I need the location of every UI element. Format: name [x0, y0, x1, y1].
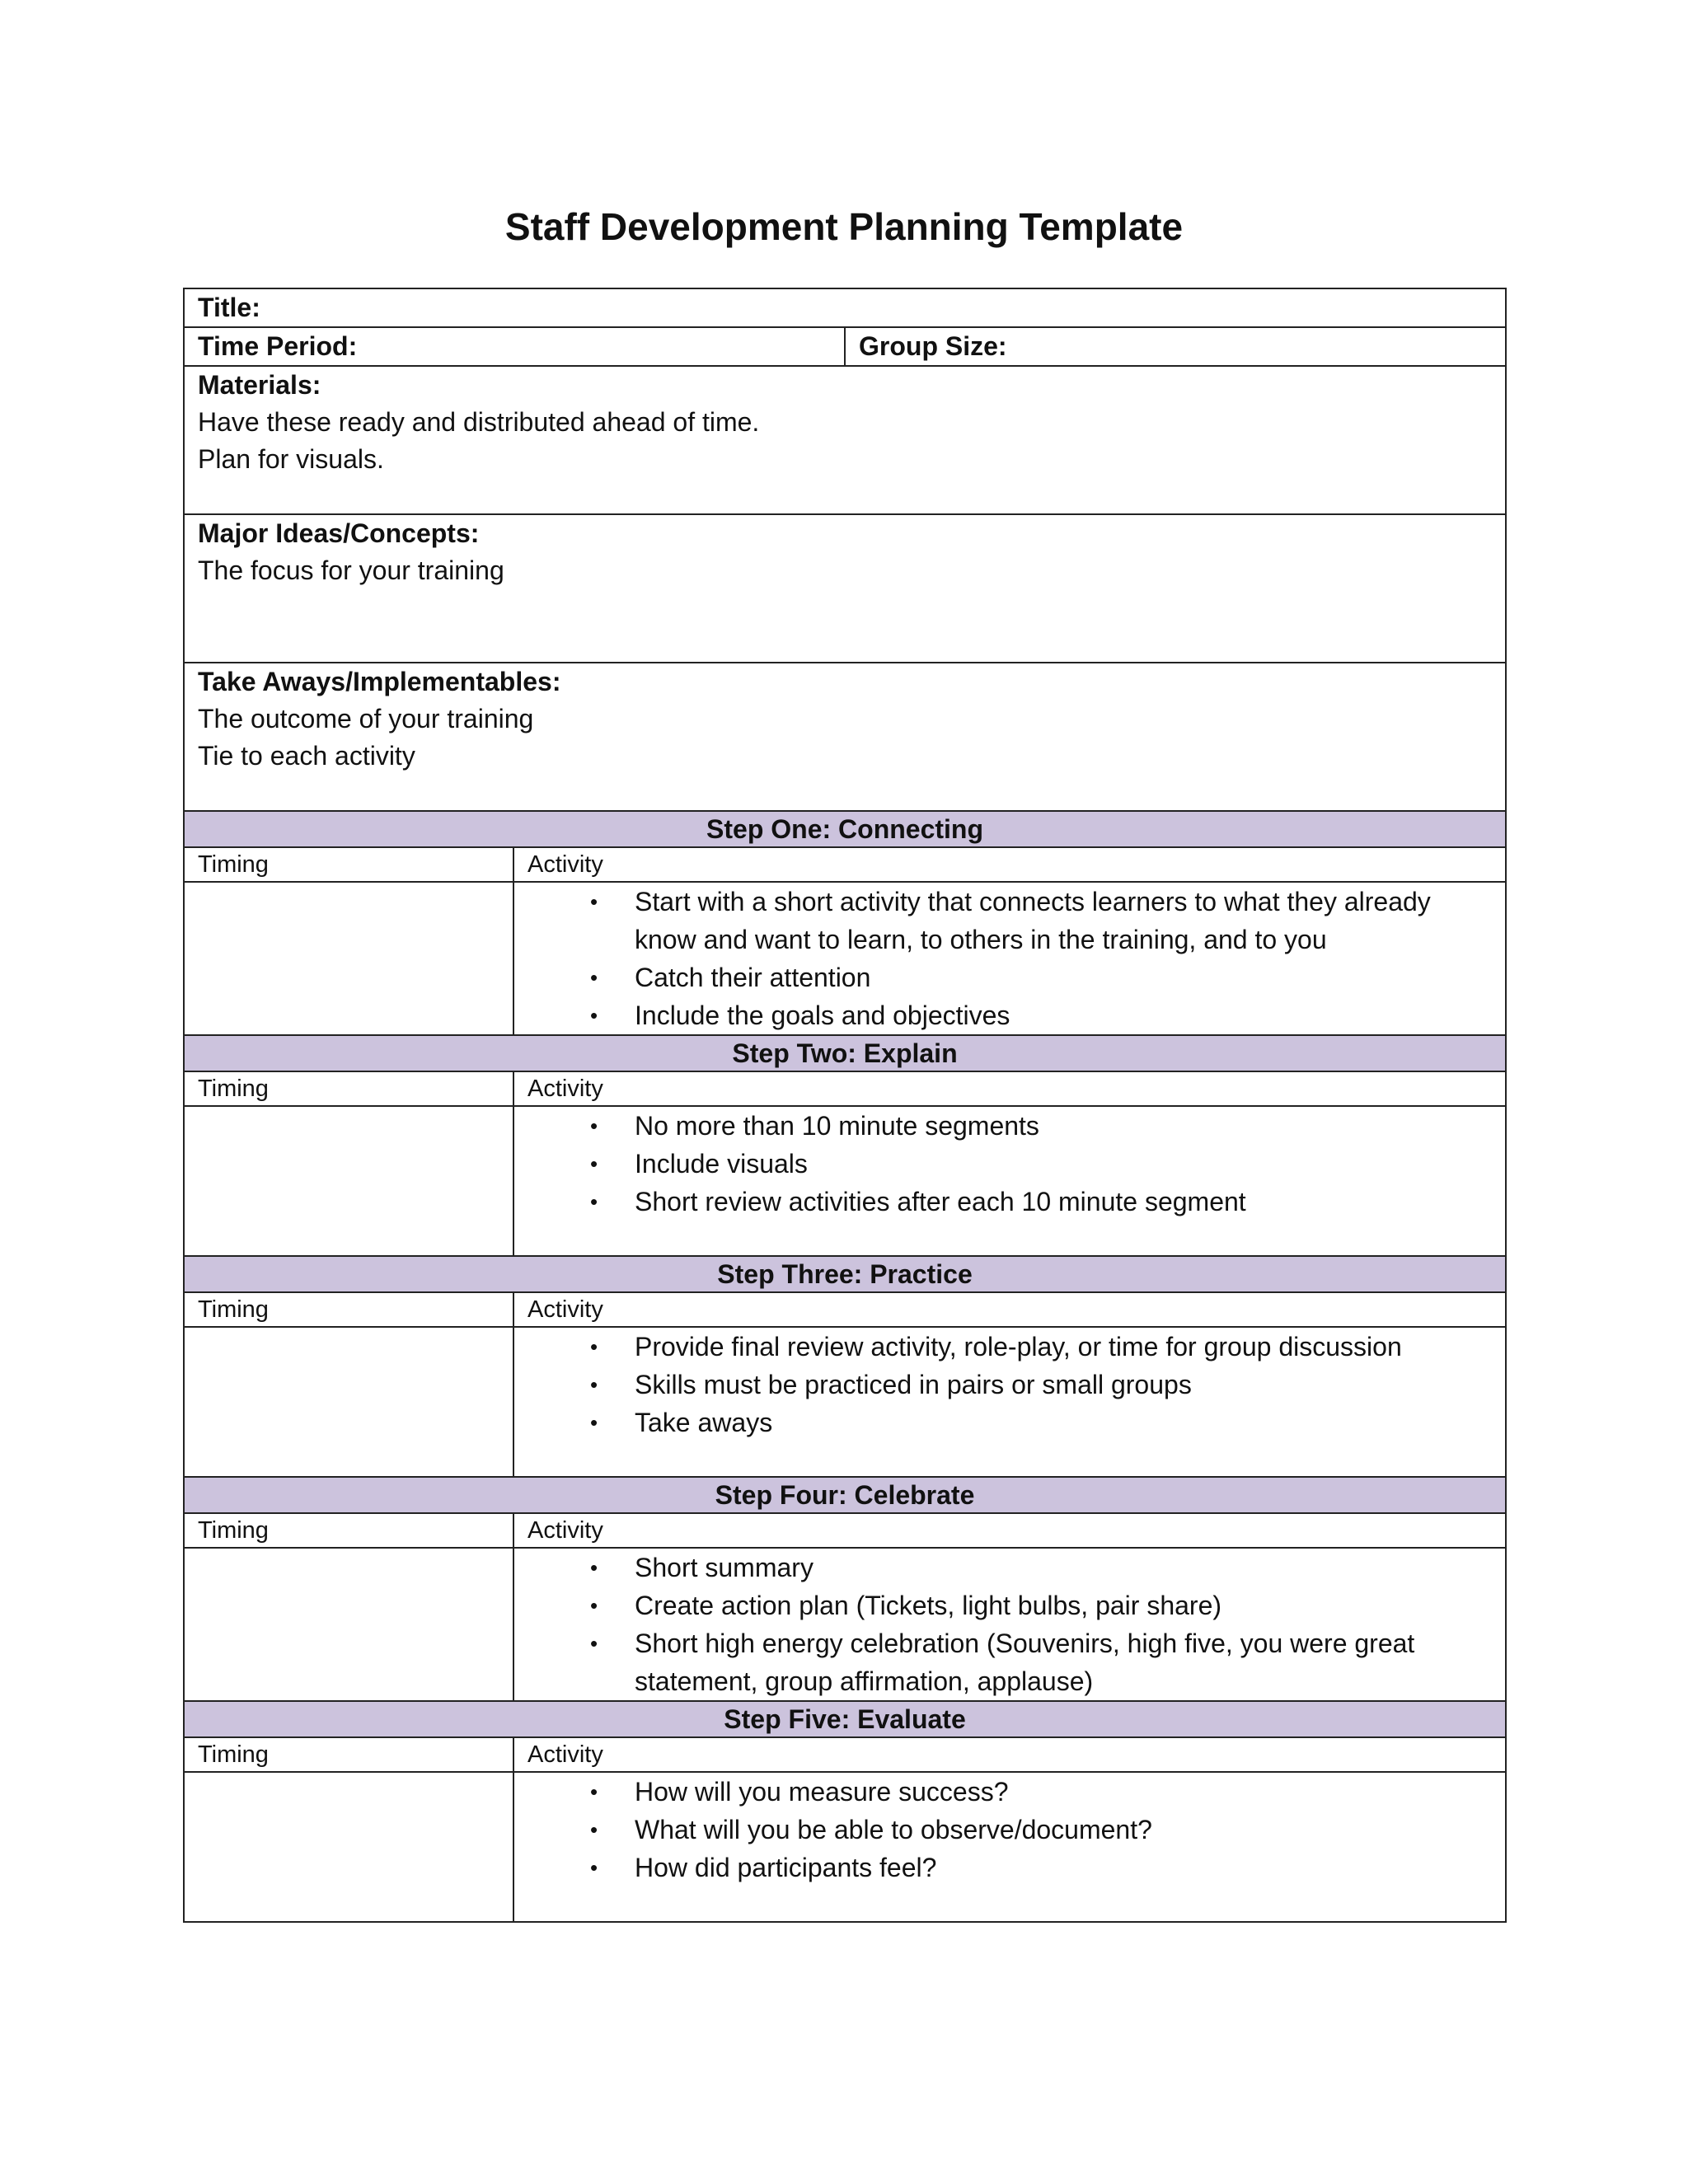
title-field[interactable]: [184, 288, 1506, 327]
title-label: Title:: [198, 293, 260, 322]
list-item: • How will you measure success?: [635, 1773, 1492, 1811]
activity-header: Activity: [513, 1292, 1506, 1327]
bullet-icon: •: [590, 1003, 598, 1028]
list-item: • Provide final review activity, role-play, or time for group discussion: [635, 1328, 1492, 1366]
materials-line: Have these ready and distributed ahead of time.: [198, 407, 760, 437]
activity-header: Activity: [513, 847, 1506, 882]
timing-header: Timing: [184, 847, 513, 882]
bullet-icon: •: [590, 1113, 598, 1138]
major-ideas-label: Major Ideas/Concepts:: [198, 518, 480, 548]
bullet-icon: •: [590, 1410, 598, 1435]
list-item: • Catch their attention: [635, 958, 1492, 996]
take-aways-line: The outcome of your training: [198, 704, 534, 733]
bullet-icon: •: [590, 1779, 598, 1804]
step-header: Step Five: Evaluate: [184, 1701, 1506, 1737]
materials-line: Plan for visuals.: [198, 444, 384, 474]
bullet-icon: •: [590, 1593, 598, 1618]
list-item: • No more than 10 minute segments: [635, 1107, 1492, 1145]
list-item: • How did participants feel?: [635, 1849, 1492, 1886]
take-aways-label: Take Aways/Implementables:: [198, 667, 561, 696]
bullet-icon: •: [590, 1189, 598, 1214]
materials-section[interactable]: [184, 366, 1506, 514]
list-item: • Create action plan (Tickets, light bulbs, pair share): [635, 1586, 1492, 1624]
bullet-icon: •: [590, 889, 598, 914]
activity-header: Activity: [513, 1737, 1506, 1772]
major-ideas-line: The focus for your training: [198, 555, 504, 585]
list-item: • Include visuals: [635, 1145, 1492, 1183]
bullet-icon: •: [590, 1855, 598, 1880]
step-header: Step One: Connecting: [184, 811, 1506, 847]
bullet-icon: •: [590, 965, 598, 990]
timing-header: Timing: [184, 1513, 513, 1548]
bullet-list: [528, 1549, 1492, 1700]
step-header: Step Three: Practice: [184, 1256, 1506, 1292]
time-period-label: Time Period:: [198, 331, 358, 361]
list-item: • Start with a short activity that connects learners to what they already know and want to learn, to others in the training, and to you: [635, 883, 1492, 958]
timing-header: Timing: [184, 1071, 513, 1106]
list-item: • Take aways: [635, 1404, 1492, 1441]
activity-cell[interactable]: [513, 882, 1506, 1035]
activity-header: Activity: [513, 1071, 1506, 1106]
list-item: • Short summary: [635, 1549, 1492, 1586]
bullet-list: [528, 1107, 1492, 1221]
timing-cell[interactable]: [184, 1106, 513, 1256]
group-size-label: Group Size:: [859, 331, 1007, 361]
bullet-icon: •: [590, 1555, 598, 1580]
activity-cell[interactable]: [513, 1548, 1506, 1701]
step-header: Step Four: Celebrate: [184, 1477, 1506, 1513]
bullet-icon: •: [590, 1151, 598, 1176]
bullet-icon: •: [590, 1817, 598, 1842]
activity-cell[interactable]: [513, 1772, 1506, 1922]
page-title: Staff Development Planning Template: [504, 205, 1184, 248]
timing-header: Timing: [184, 1737, 513, 1772]
list-item: • Short review activities after each 10 minute segment: [635, 1183, 1492, 1221]
major-ideas-section[interactable]: [184, 514, 1506, 663]
list-item: • Short high energy celebration (Souvenirs, high five, you were great statement, group affirmation, applause): [635, 1624, 1492, 1700]
timing-cell[interactable]: [184, 1548, 513, 1701]
timing-header: Timing: [184, 1292, 513, 1327]
list-item: • Include the goals and objectives: [635, 996, 1492, 1034]
activity-cell[interactable]: [513, 1106, 1506, 1256]
timing-cell[interactable]: [184, 1327, 513, 1477]
activity-cell[interactable]: [513, 1327, 1506, 1477]
group-size-field[interactable]: [845, 327, 1506, 366]
timing-cell[interactable]: [184, 1772, 513, 1922]
materials-label: Materials:: [198, 370, 321, 400]
timing-cell[interactable]: [184, 882, 513, 1035]
bullet-icon: •: [590, 1631, 598, 1656]
list-item: • What will you be able to observe/document?: [635, 1811, 1492, 1849]
time-period-field[interactable]: [184, 327, 845, 366]
take-aways-section[interactable]: [184, 663, 1506, 811]
bullet-list: [528, 1328, 1492, 1441]
bullet-list: [528, 1773, 1492, 1886]
bullet-icon: •: [590, 1334, 598, 1359]
list-item: • Skills must be practiced in pairs or small groups: [635, 1366, 1492, 1404]
bullet-list: [528, 883, 1492, 1034]
planning-table: [183, 288, 1507, 1923]
bullet-icon: •: [590, 1372, 598, 1397]
activity-header: Activity: [513, 1513, 1506, 1548]
step-header: Step Two: Explain: [184, 1035, 1506, 1071]
take-aways-line: Tie to each activity: [198, 741, 415, 771]
